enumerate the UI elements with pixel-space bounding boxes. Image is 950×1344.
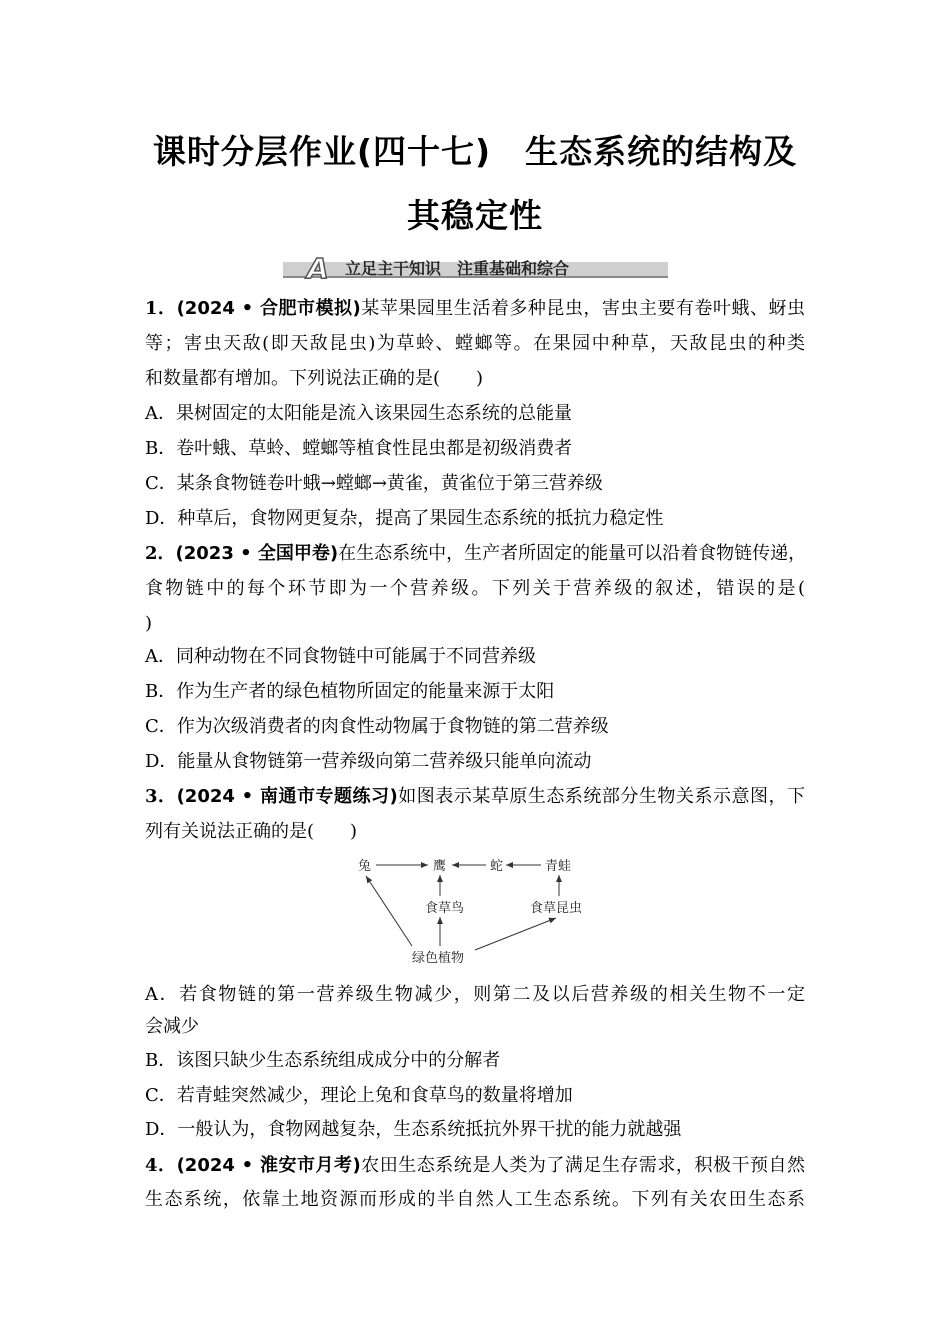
q2-source: (2023 • 全国甲卷) [175,543,339,564]
q4-source: (2024 • 淮安市月考) [176,1155,361,1176]
q1-stem-text1: 某苹果园里生活着多种昆虫，害虫主要有卷叶蛾、蚜虫 [360,298,806,319]
q3-stem-line1 [145,785,805,809]
banner-letter: A [307,252,329,285]
q1-option-d: D．种草后，食物网更复杂，提高了果园生态系统的抵抗力稳定性 [145,508,664,529]
q1-option-b: B．卷叶蛾、草蛉、螳螂等植食性昆虫都是初级消费者 [145,438,573,459]
q3-source: (2024 • 南通市专题练习) [176,786,398,807]
node-snake: 蛇 [490,859,504,874]
q2-stem-line2: 食物链中的每个环节即为一个营养级。下列关于营养级的叙述，错误的是( [145,578,805,599]
node-bird: 食草鸟 [425,901,465,916]
node-frog: 青蛙 [545,859,572,874]
q4-stem-text1: 农田生态系统是人类为了满足生存需求，积极干预自然 [360,1155,806,1176]
node-rabbit: 兔 [358,859,372,874]
q2-option-b: B．作为生产者的绿色植物所固定的能量来源于太阳 [145,681,555,702]
q1-stem-line1 [145,297,805,321]
q2-number: 2． [145,543,176,564]
food-web-diagram [340,850,610,970]
q3-option-b: B．该图只缺少生态系统组成成分中的分解者 [145,1050,501,1071]
q1-stem-line3: 和数量都有增加。下列说法正确的是( ) [145,368,484,389]
q3-option-a-line2: 会减少 [145,1016,199,1037]
q3-stem-line2: 列有关说法正确的是( ) [145,821,358,842]
q2-option-d: D．能量从食物链第一营养级向第二营养级只能单向流动 [145,751,592,772]
q4-stem-line1 [145,1154,805,1178]
arrow-plant-insect [475,918,556,950]
q3-option-a-line1: A．若食物链的第一营养级生物减少，则第二及以后营养级的相关生物不一定 [145,984,805,1005]
section-banner [283,252,668,285]
q1-option-a: A．果树固定的太阳能是流入该果园生态系统的总能量 [145,403,572,424]
q2-stem-line1 [145,542,805,566]
q2-option-c: C．作为次级消费者的肉食性动物属于食物链的第二营养级 [145,716,609,737]
q3-number: 3． [145,786,177,807]
q3-option-c: C．若青蛙突然减少，理论上兔和食草鸟的数量将增加 [145,1085,573,1106]
q4-number: 4． [145,1155,177,1176]
q1-stem-line2: 等；害虫天敌(即天敌昆虫)为草蛉、螳螂等。在果园中种草，天敌昆虫的种类 [145,333,805,354]
node-eagle: 鹰 [433,859,447,874]
banner-label: 立足主干知识 注重基础和综合 [345,259,570,278]
arrow-plant-rabbit [366,876,412,946]
q2-option-a: A．同种动物在不同食物链中可能属于不同营养级 [145,646,536,667]
page-title-line2: 其稳定性 [407,196,543,235]
q3-option-d: D．一般认为，食物网越复杂，生态系统抵抗外界干扰的能力就越强 [145,1119,682,1140]
page-title-line1: 课时分层作业(四十七) 生态系统的结构及 [152,132,798,171]
node-insect: 食草昆虫 [530,901,583,916]
q2-stem-line3: ) [145,613,153,634]
q1-source: (2024 • 合肥市模拟) [176,298,361,319]
q2-stem-text1: 在生态系统中，生产者所固定的能量可以沿着食物链传递， [338,543,807,564]
q3-stem-text1: 如图表示某草原生态系统部分生物关系示意图，下 [397,786,806,807]
q1-option-c: C．某条食物链卷叶蛾→螳螂→黄雀，黄雀位于第三营养级 [145,473,603,494]
q4-stem-line2: 生态系统，依靠土地资源而形成的半自然人工生态系统。下列有关农田生态系 [145,1189,805,1210]
q1-number: 1． [145,298,177,319]
node-plant: 绿色植物 [412,951,465,966]
